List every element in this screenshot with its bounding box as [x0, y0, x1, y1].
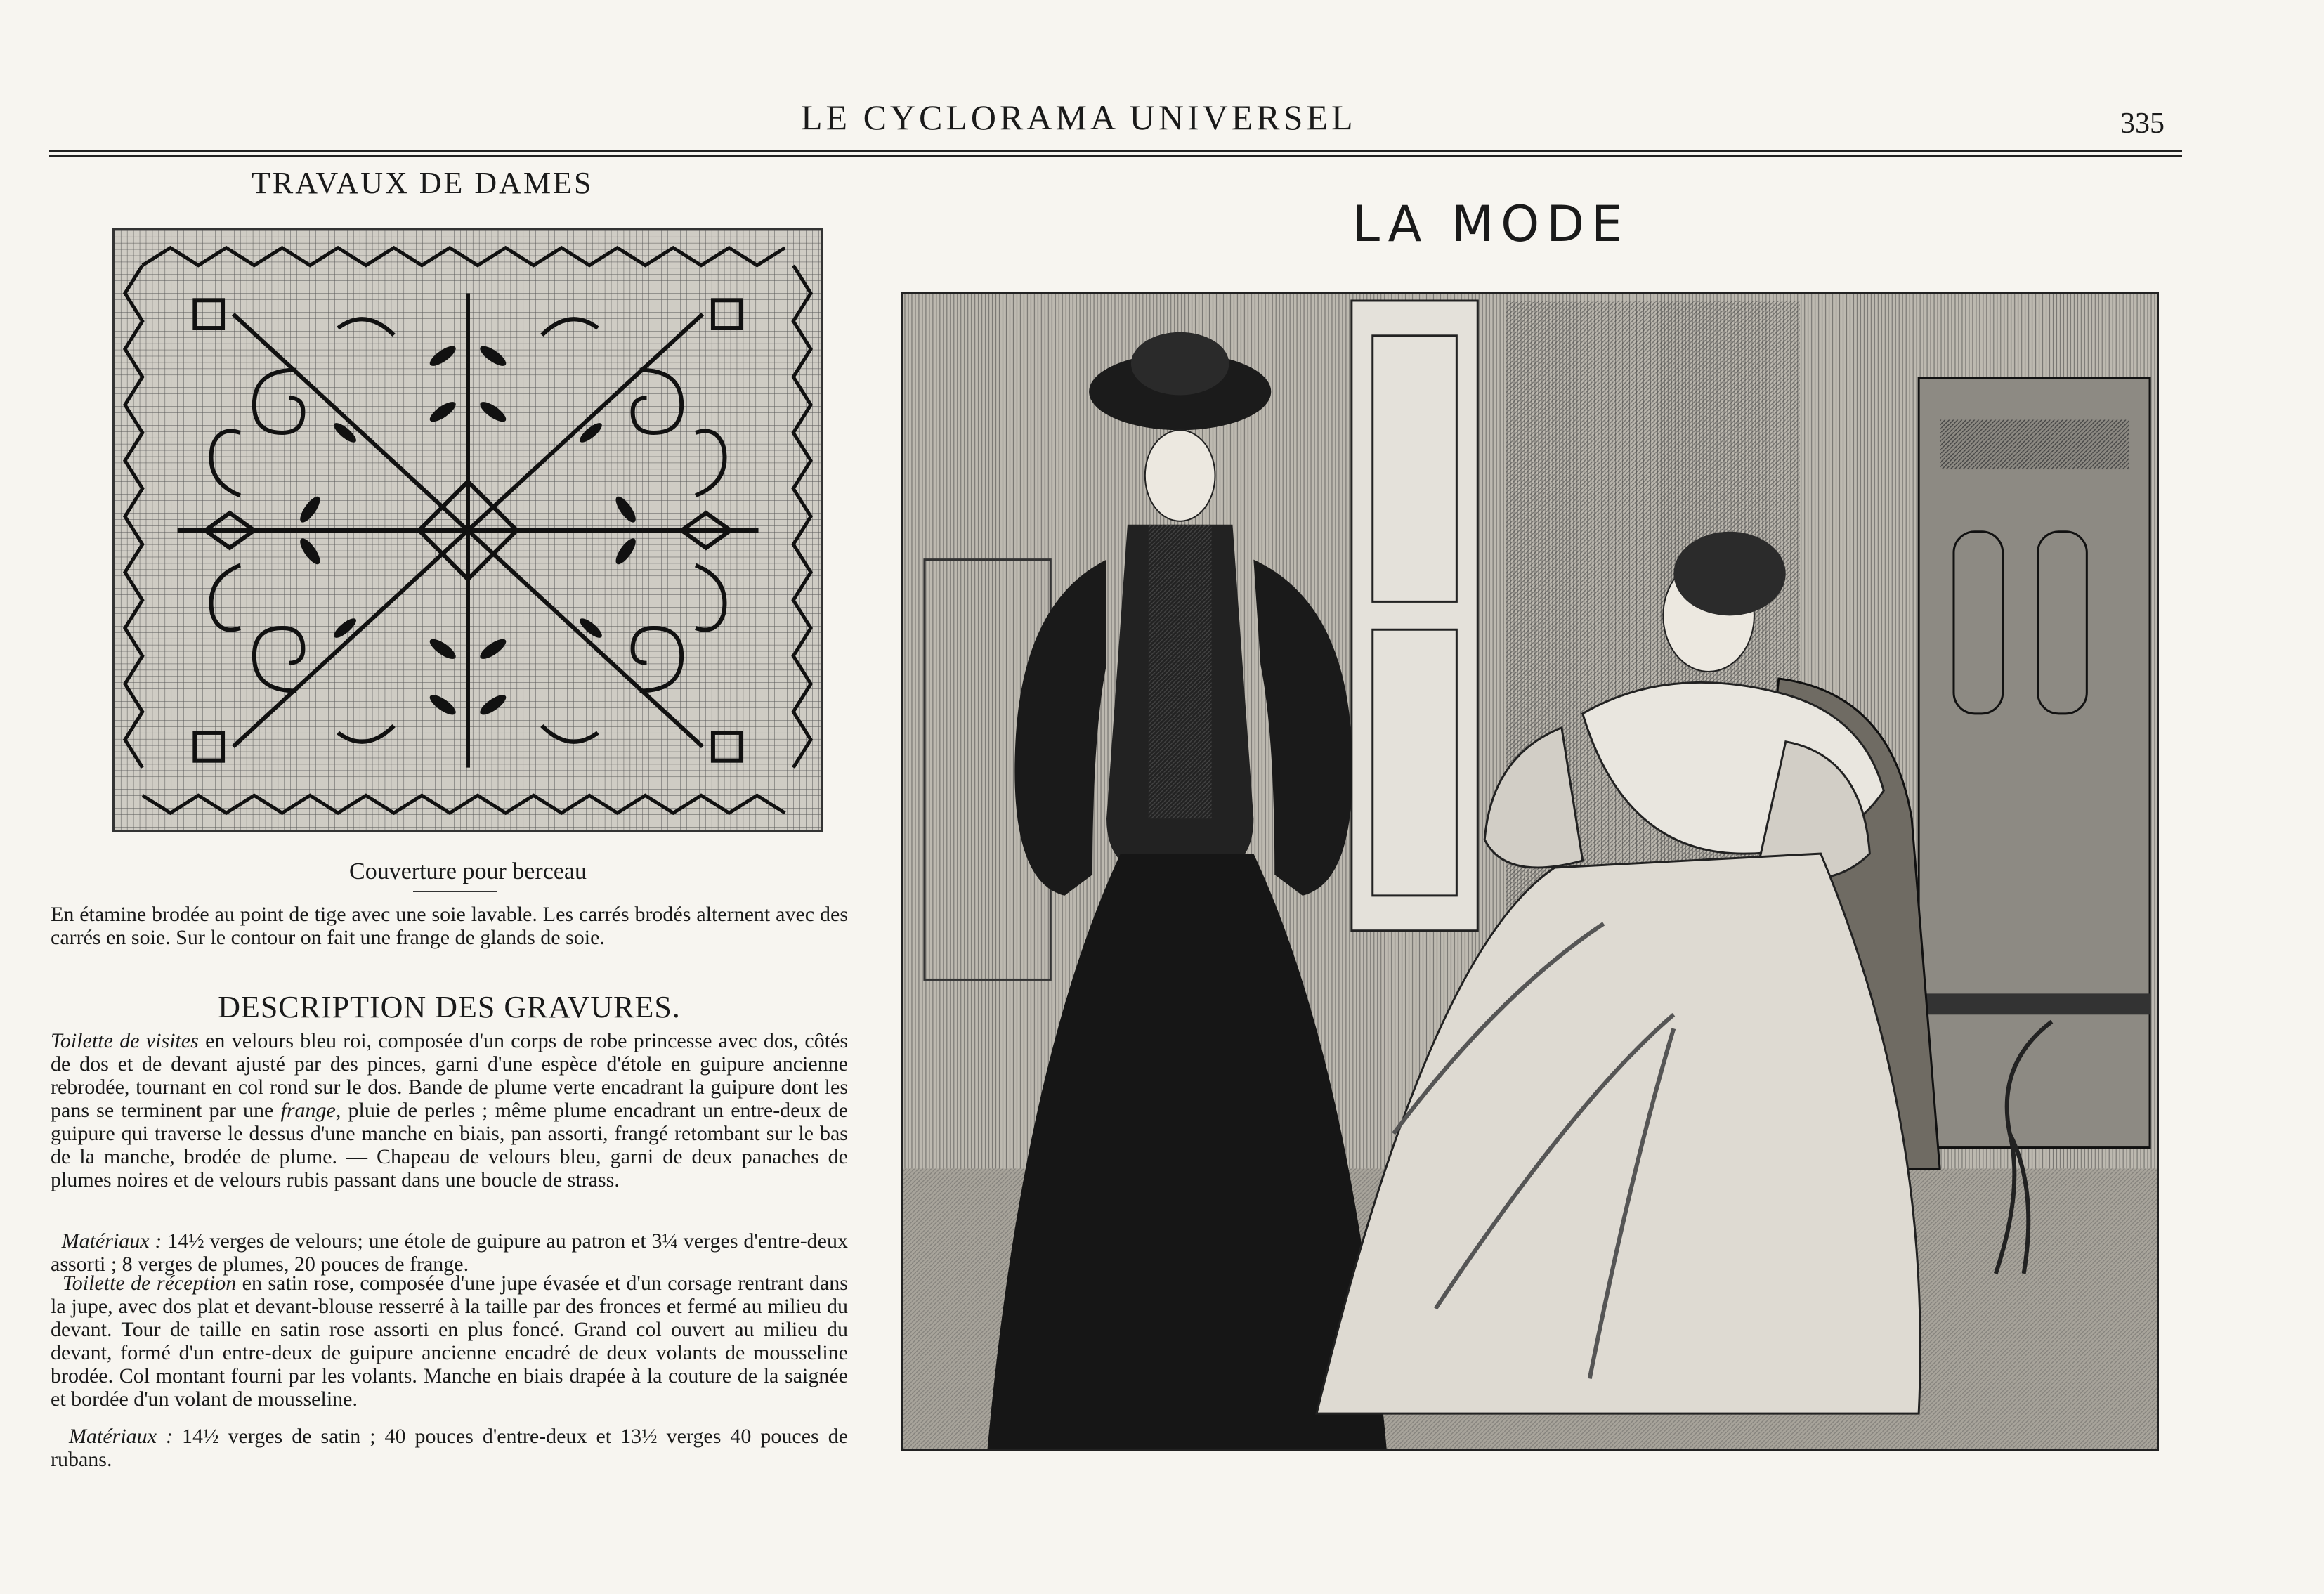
description-heading: DESCRIPTION DES GRAVURES. [218, 990, 681, 1024]
fashion-section-title: LA MODE [1352, 195, 1630, 253]
materials-1-text: 14½ verges de velours; une étole de guipure au patron et 3¼ verges d'entre-deux assorti ; 8 verges de plumes, 20 pouces de frange. [51, 1229, 848, 1276]
visites-paragraph [51, 1029, 848, 1191]
figure-caption: Couverture pour berceau [349, 858, 587, 884]
reception-text: en satin rose, composée d'une jupe évasée et d'un corsage rentrant dans la jupe, avec dos plat et devant-blouse resserré à la taille par des fronces et fermé au milieu du devant. Tour de taille en satin rose assorti en plus foncé. Grand col ouvert au milieu du devant, formé d'un entre-deux de guipure ancienne encadré de deux volants de mousseline brodée. Col montant fourni par les volants. Manche en biais drapée à la couture de la saignée et bordée d'un volant de mousseline. [51, 1272, 848, 1411]
materials-1-lead: Matériaux : [61, 1229, 162, 1253]
caption-rule [413, 891, 497, 892]
materials-2-text: 14½ verges de satin ; 40 pouces d'entre-deux et 13½ verges 40 pouces de rubans. [51, 1425, 849, 1471]
header-rule [49, 150, 2182, 157]
visites-frange: frange, [280, 1099, 341, 1122]
fashion-engraving [901, 292, 2159, 1451]
materials-paragraph-1 [51, 1229, 848, 1276]
embroidery-illustration [112, 228, 823, 832]
reception-paragraph [51, 1272, 848, 1411]
running-title: LE CYCLORAMA UNIVERSEL [801, 98, 1357, 137]
visites-lead: Toilette de visites [51, 1029, 199, 1052]
section-title: TRAVAUX DE DAMES [252, 166, 594, 200]
materials-2-lead: Matériaux : [69, 1425, 173, 1448]
materials-paragraph-2 [51, 1425, 848, 1471]
visites-text-end: pluie de perles ; même plume encadrant un entre-deux de guipure qui traverse le dessus d'une manche en biais, pan assorti, frangé retombant sur le bas de la manche, brodée de plume. — Chapeau de velours bleu, garni de deux panaches de plumes noires et de velours rubis passant dans une boucle de strass. [51, 1099, 849, 1191]
page-number: 335 [2120, 107, 2165, 140]
visites-text: en velours bleu roi, composée d'un corps de robe princesse avec dos, côtés de dos et de devant ajusté par des pinces, garni d'une espèce d'étole en guipure ancienne rebrodée, tournant en col rond sur le dos. Bande de plume verte encadrant la guipure dont les pans se terminent par une [51, 1029, 849, 1122]
intro-paragraph: En étamine brodée au point de tige avec une soie lavable. Les carrés brodés alternent avec des carrés en soie. Sur le contour on fait une frange de glands de soie. [51, 903, 848, 949]
reception-lead: Toilette de réception [62, 1272, 237, 1295]
